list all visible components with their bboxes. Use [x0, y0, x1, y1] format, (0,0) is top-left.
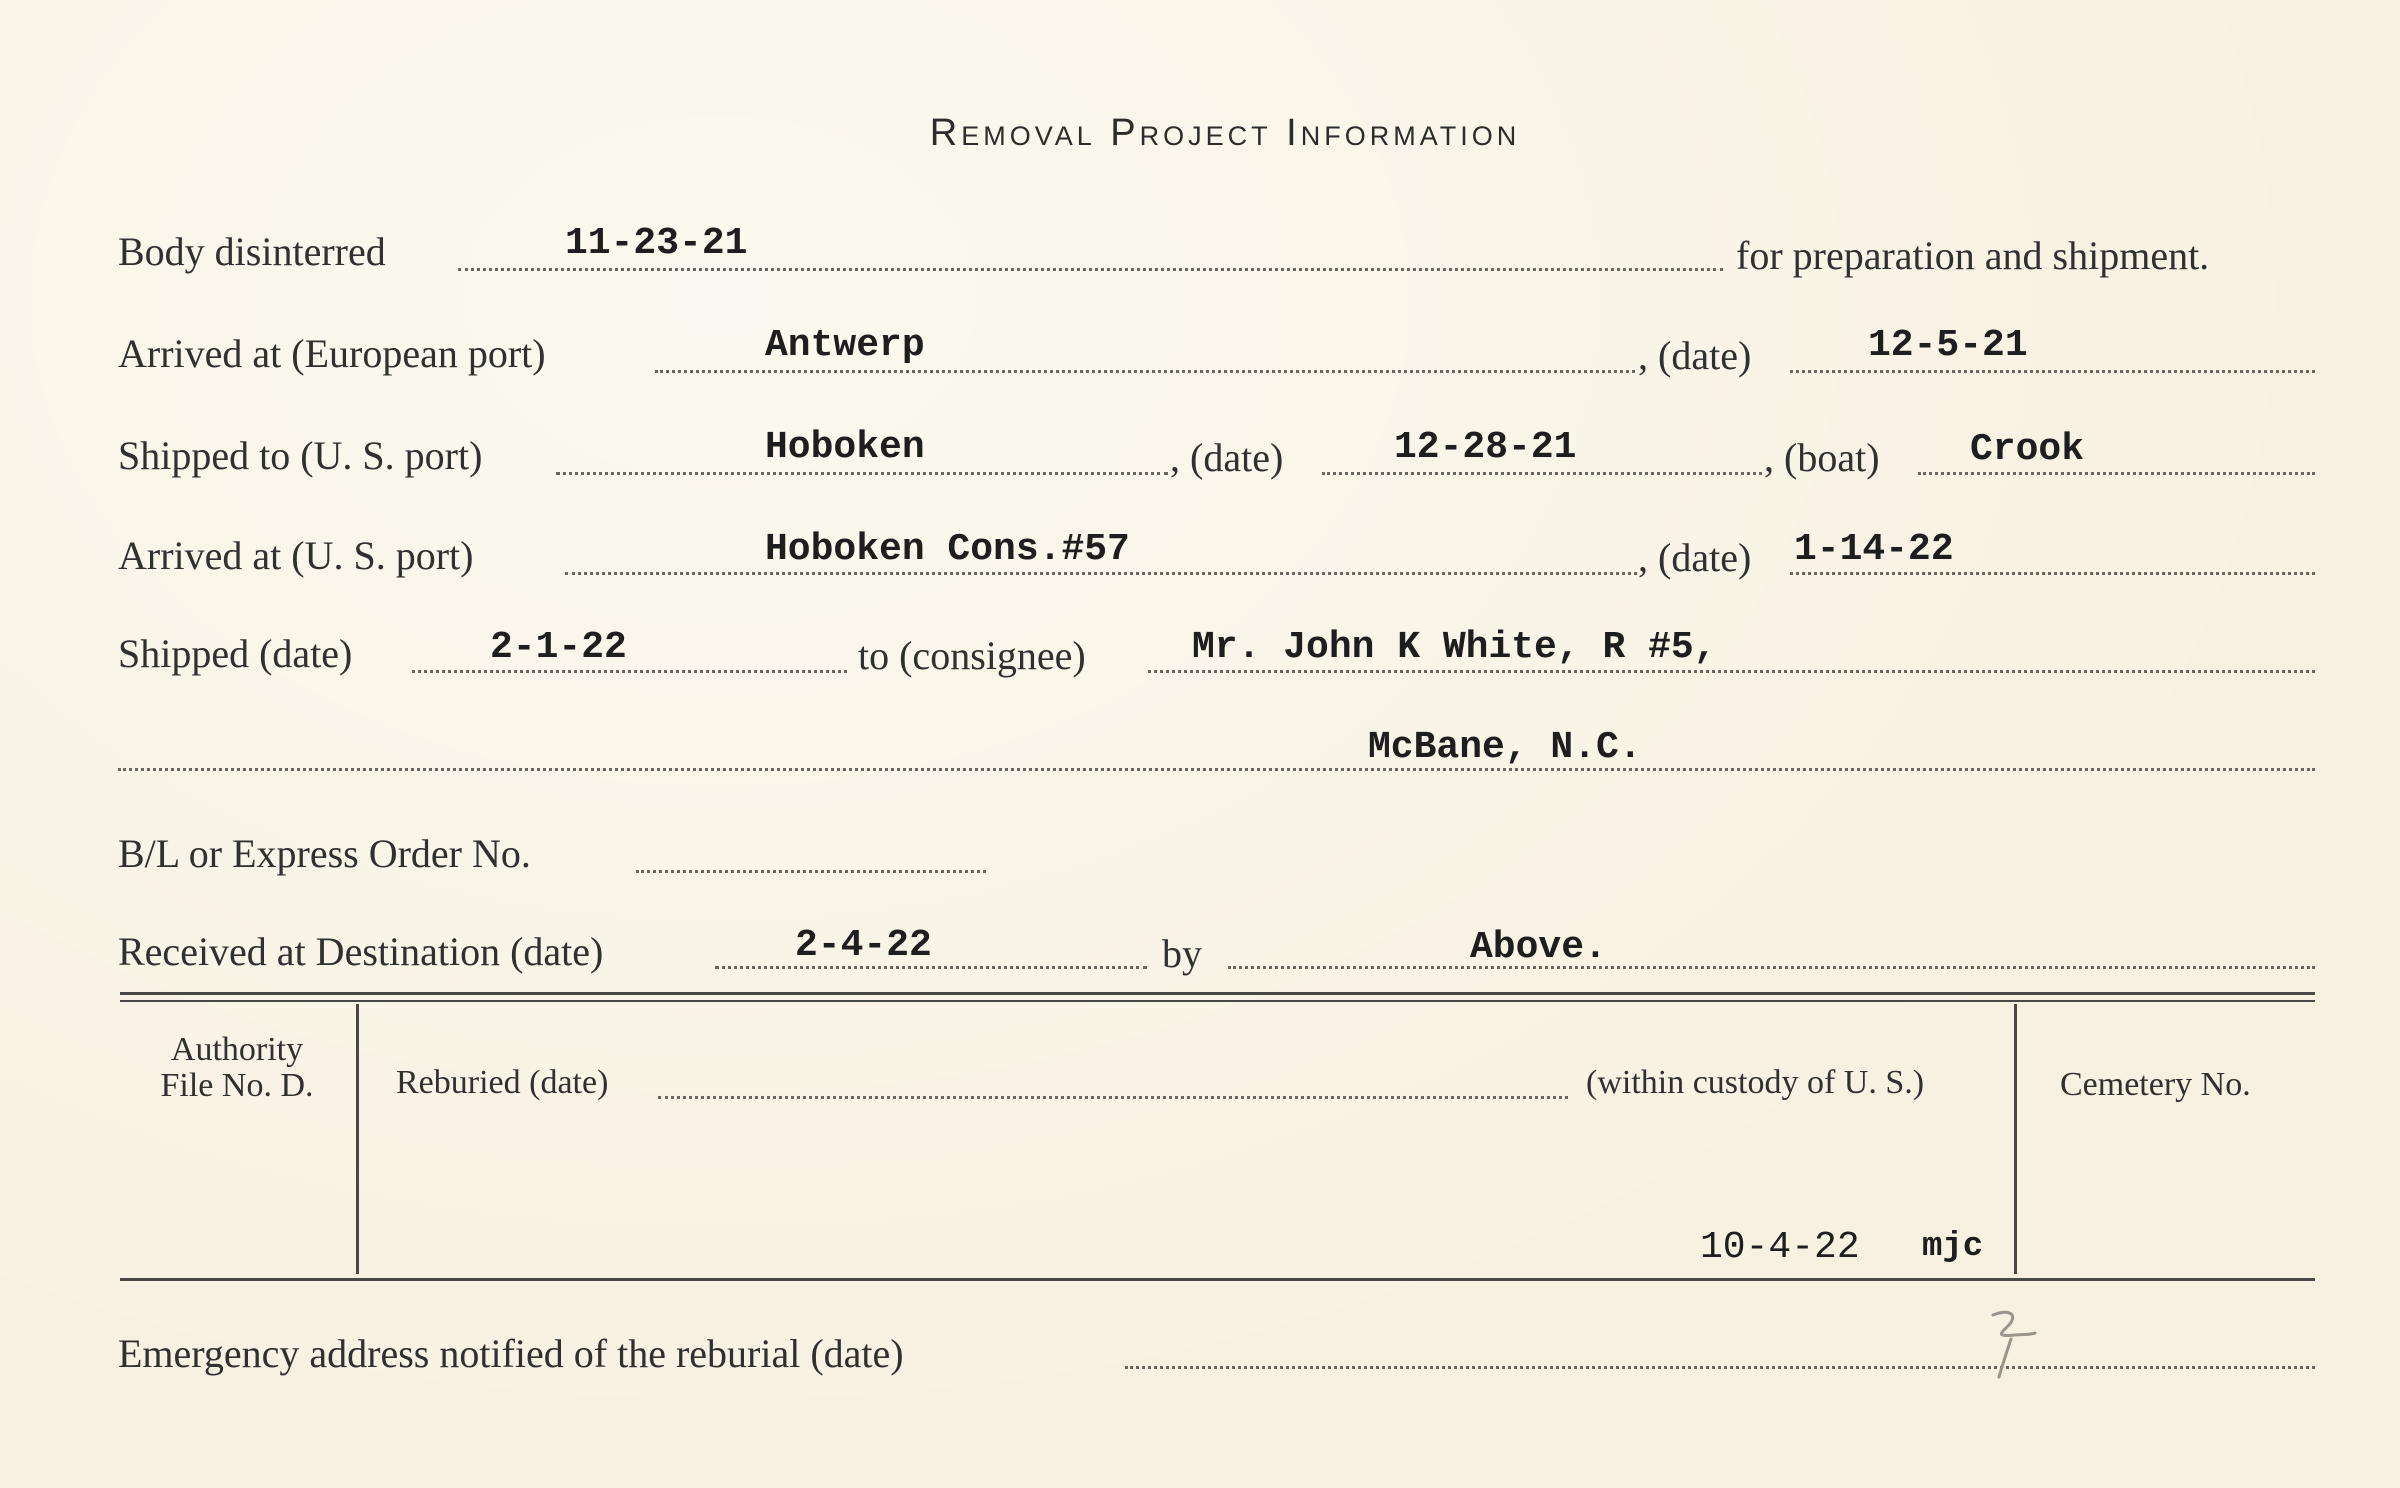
box-divider-left: [356, 1004, 359, 1274]
received-label: Received at Destination (date): [118, 929, 604, 974]
stamp-date: 10-4-22: [1700, 1226, 1860, 1269]
consignee-line-1: [1148, 670, 2315, 673]
arrived-eu-date-label: , (date): [1638, 333, 1752, 378]
reburied-line: [658, 1096, 1568, 1099]
authority-line-1: Authority: [170, 1031, 304, 1068]
disinterred-label: Body disinterred: [118, 229, 386, 274]
shipped-us-date-label: , (date): [1170, 435, 1284, 480]
shipped-us-boat-line: [1918, 472, 2315, 475]
box-top-rule-1: [120, 992, 2315, 995]
arrived-us-date-line: [1790, 572, 2315, 575]
arrived-us-label: Arrived at (U. S. port): [118, 533, 474, 578]
emergency-line: [1125, 1366, 2315, 1369]
shipped-us-boat-label: , (boat): [1764, 435, 1880, 480]
authority-line-2: File No. D.: [160, 1067, 314, 1104]
consignee-name: Mr. John K White, R #5,: [1192, 626, 1717, 669]
arrived-us-port: Hoboken Cons.#57: [765, 528, 1130, 571]
reburied-label: Reburied (date): [396, 1064, 609, 1101]
disinterred-line: [458, 268, 1723, 271]
arrived-eu-date-line: [1790, 370, 2315, 373]
stamp-initials: mjc: [1922, 1228, 1984, 1266]
consignee-address: McBane, N.C.: [1368, 726, 1642, 769]
disinterred-date: 11-23-21: [565, 222, 748, 265]
shipped-us-label: Shipped to (U. S. port): [118, 433, 483, 478]
shipped-us-boat: Crook: [1970, 428, 2085, 471]
shipped-date-line: [412, 670, 847, 673]
box-top-rule-2: [120, 1000, 2315, 1002]
shipped-date: 2-1-22: [490, 626, 627, 669]
bl-line: [636, 870, 986, 873]
emergency-label: Emergency address notified of the reburial (date): [118, 1331, 904, 1376]
arrived-eu-port-line: [655, 370, 1635, 373]
shipped-us-date-line: [1322, 472, 1762, 475]
arrived-eu-label: Arrived at (European port): [118, 331, 546, 376]
shipped-us-port-line: [556, 472, 1168, 475]
arrived-us-date-label: , (date): [1638, 535, 1752, 580]
shipped-label: Shipped (date): [118, 631, 353, 676]
consignee-label: to (consignee): [858, 633, 1086, 678]
received-by-label: by: [1162, 931, 1202, 976]
shipped-us-date: 12-28-21: [1394, 426, 1577, 469]
consignee-line-2: [118, 768, 2315, 771]
bl-label: B/L or Express Order No.: [118, 831, 531, 876]
authority-file-label: [120, 1032, 354, 1104]
received-by: Above.: [1470, 926, 1607, 969]
arrived-us-port-line: [565, 572, 1637, 575]
box-bottom-rule: [120, 1278, 2315, 1281]
received-date: 2-4-22: [795, 924, 932, 967]
arrived-eu-date: 12-5-21: [1868, 324, 2028, 367]
cemetery-label: Cemetery No.: [2060, 1066, 2251, 1103]
arrived-us-date: 1-14-22: [1794, 528, 1954, 571]
custody-label: (within custody of U. S.): [1586, 1064, 1925, 1101]
shipped-us-port: Hoboken: [765, 426, 925, 469]
received-by-line: [1228, 966, 2315, 969]
arrived-eu-port: Antwerp: [765, 324, 925, 367]
box-divider-right: [2014, 1004, 2017, 1274]
disinterred-suffix: for preparation and shipment.: [1736, 233, 2210, 278]
pencil-mark-icon: [1985, 1305, 2065, 1385]
card-title: Removal Project Information: [929, 112, 1521, 154]
